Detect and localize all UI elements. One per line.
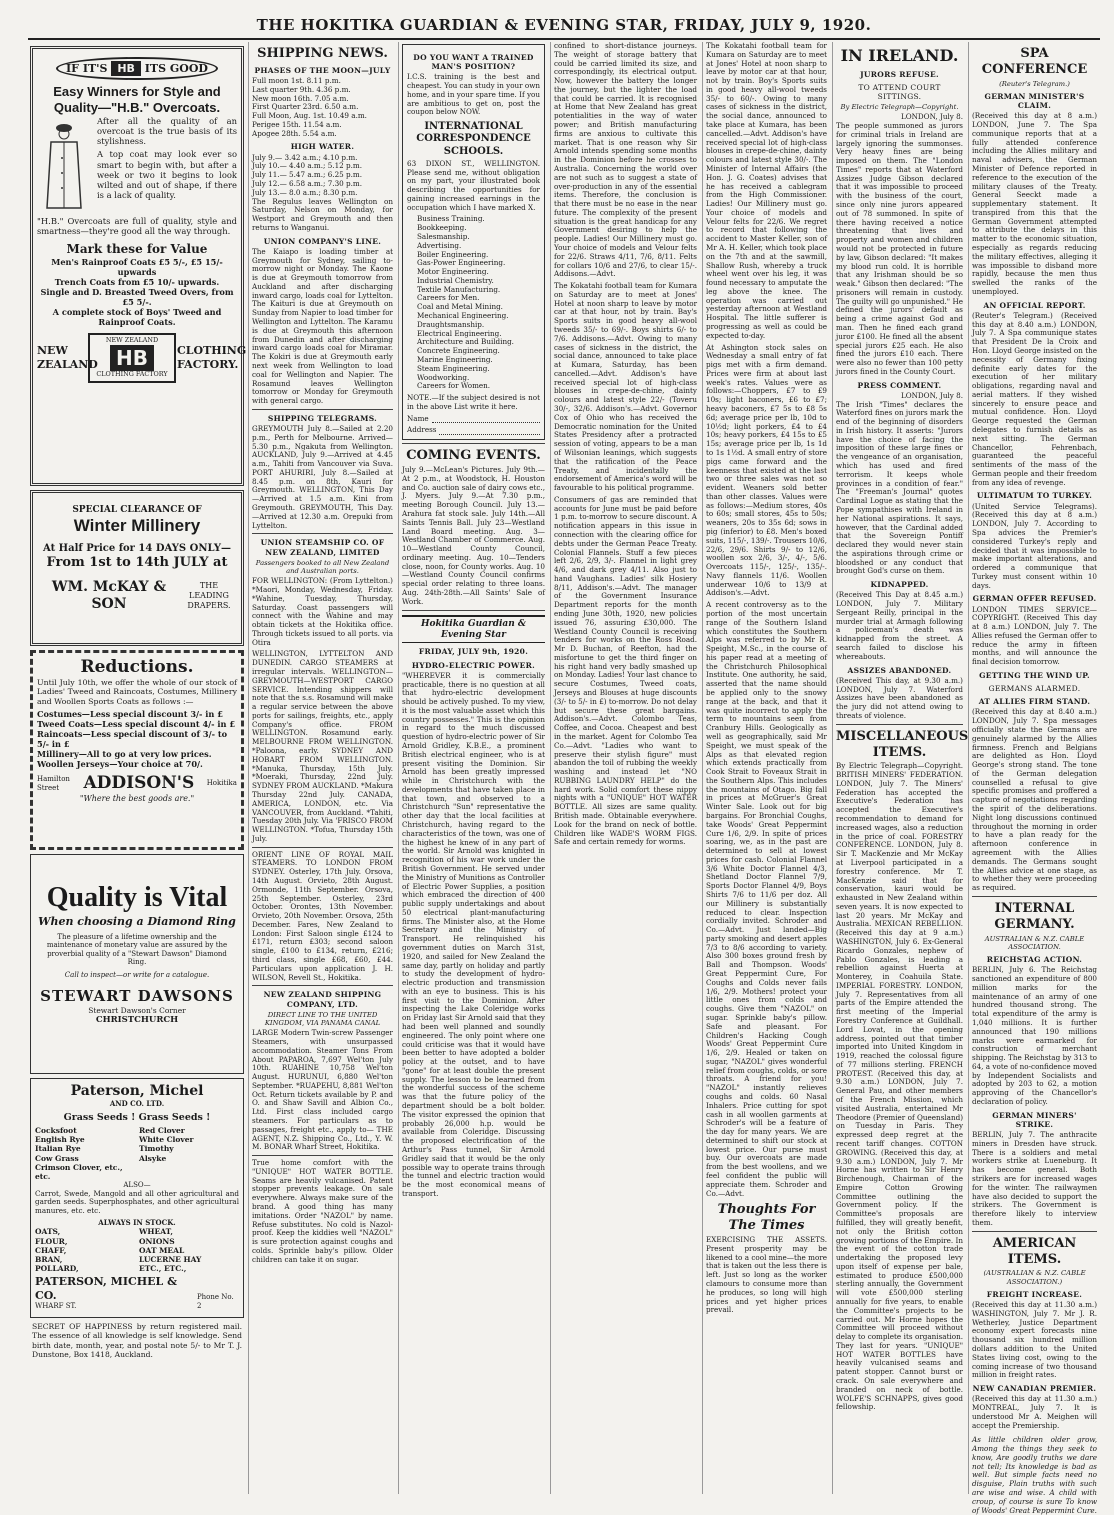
claim-head: GERMAN MINISTER'S CLAIM. (984, 92, 1085, 111)
millinery-firm: WM. McKAY & SON (51, 578, 167, 612)
misc-items-head: MISCELLANEOUS ITEMS. (836, 728, 969, 760)
stock-list-b: WHEAT, ONIONS OAT MEAL LUCERNE HAY ETC., ETC., (139, 1227, 202, 1273)
miners-strike-body: BERLIN, July 7. The anthracite miners in Dresden have struck. There is a soldiers and metal workers strike at Lueneburg. It has become general. Both strikers are for increased wages for the winter. The railwaymen have also decided to support the strikers. The Government is therefore likely to interview them. (972, 1130, 1097, 1227)
misc-items-body: By Electric Telegraph—Copyright. BRITISH MINERS' FEDERATION. LONDON, July 7. The Miners' Federation has accepted the Executive's Federation has accepted the Executive's recommendation to demand for increased wages, also a reduction in the price of coal. FORESTRY CONFERENCE. LONDON, July 8. Sir T. MacKenzie and Mr McKay at Liverpool participated in a forestry conference. Mr T. MacKenzie said that for conservation, kauri would be exhausted in New Zealand within seven years. It is now expected to last 20 years. Mr McKay and Australia. MEXICAN REBELLION. (Received this day at 9 a.m.) WASHINGTON, July 6. Ex-General Ricardo Gonzales, nephew of Pablo Gonzales, is leading a rebellion against Huerta at Monterey, in Coahuila State. IMPERIAL FORESTRY. LONDON, July 7. Representatives from all parts of the Empire attended the first meeting of the Imperial Forestry Conference at Guildhall. Lord Lovat, in the opening address, pointed out that timber imported into United Kingdom in 1919, reached the colossal figure of 77 millions sterling. FRENCH PROTEST. (Received this day, at 9.30 a.m.) LONDON, July 7. General Pau, and other members of the French Mission, which visited Australia, entertained Mr Theodore (Premier of Queensland) on Tuesday in Paris. They expressed deep regret at the recent tariff changes. COTTON GROWING. (Received this day, at 9.30 a.m.) LONDON, July 7. Mr Horne has written to Sir Henry Birchenough, Chairman of the Empire Cotton Growing Committee outlining the Government policy. If the Committee's proposals are fulfilled, they will greatly benefit, not only the British cotton growing portions of the Empire. In the event of the cotton trade undertaking the proposed levy upon itself of expense per bale, estimated to produce £500,000 sterling annually, the Government will vote £500,000 sterling annually for five years, to enable the Committee's projects to be carried out. Mr Horne hopes the Committee will proceed without delay to complete its organisation. They last for years. "UNIQUE" HOT WATER BOTTLES have heavily vulcanised seams and patent stopper. Cannot burst or crack. On sale everywhere and branded on neck of bottle. WOLFE'S SCHNAPPS, gives good fellowship. (836, 761, 963, 1412)
freight-body: (Received this day at 11.30 a.m.) WASHINGTON, July 7. Mr J. R. Wetherley, Justice Department economy expert forecasts nine thousand six hundred million dollars addition to the United States living cost, owing to the coming increase of two thousand million in freight rates. (972, 1300, 1097, 1380)
millinery-ad (30, 490, 244, 646)
jurors-body: The people summoned as jurors for criminal trials in Ireland are largely ignoring the summonses. Very heavy fines are being imposed on them. The "London Times" reports that at Waterford Assizes Judge Gibson declared that it was impossible to proceed with the business of the court, since only nine jurors appeared out of 78 summoned. In spite of there having received a notice threatening that lives and property and women and children would not be protected in future by law, Gibson declared: "It makes my blood run cold. It is horrible that any Irishman should be so weak." Gibson then declared: "The prisoners will remain in custody. The guilty will go unpunished." He defined the jurors' default as being a crime against God and man. Then he fined each grand juror £100. He fined all the absent special jurors £25 each. He also fined the jurors £10 each. There were also no fewer than 100 petty jurors fined in the County Court. (836, 121, 963, 376)
premier-head: NEW CANADIAN PREMIER. (972, 1384, 1097, 1394)
ics-head: DO YOU WANT A TRAINED MAN'S POSITION? (413, 53, 534, 72)
ics-course[interactable]: Electrical Engineering. (417, 328, 502, 338)
ics-course[interactable]: Woodworking. (417, 372, 470, 382)
millinery-line-2: Winter Millinery (73, 515, 201, 535)
ics-body: I.C.S. training is the best and cheapest. You can study in your own home, and in your spare time. If you are ambitious to get on, post the coupon below NOW. (407, 72, 540, 117)
peppermint-verse: As little children older grow, Among the things they seek to know, Are goodly truths we dare not tell; Its knowledge is bad as well. But simple facts need no disguise, Plain truths with such are wise and wise. A child with croup, of course is sure To know of Woods' Great Peppermint Cure. (972, 1435, 1097, 1515)
stewart-call: Call to inspect—or write for a catalogue. (64, 970, 210, 979)
hb-value-4: A complete stock of Boys' Tweed and Rainproof Coats. (52, 306, 222, 327)
nz-right-text: CLOTHING FACTORY. (177, 344, 247, 371)
paterson-also: ALSO— (123, 1181, 151, 1190)
spa-head: SPA CONFERENCE (981, 46, 1088, 77)
hb-value-2: Trench Coats from £5 10/- upwards. (54, 276, 220, 287)
masthead (28, 14, 1100, 40)
seed-list-a: Cocksfoot English Rye Italian Rye Cow Grass Crimson Clover, etc., etc. (35, 1126, 123, 1181)
ireland-head: IN IRELAND. (840, 46, 959, 65)
overcoat-figure-icon (37, 118, 91, 214)
reductions-intro: Until July 10th, we offer the whole of our stock of Ladies' Tweed and Raincoats, Costumes, Millinery and Woollen Sports Coats as follows :— (37, 677, 237, 706)
ics-name-label: Name (407, 413, 429, 423)
stewart-city: CHRISTCHURCH (95, 1014, 179, 1025)
union-line-head: UNION COMPANY'S LINE. (263, 236, 382, 246)
reductions-item-3: Raincoats—Less special discount of 3/- to 5/- in £ (37, 729, 228, 750)
paterson-phone: Phone No. 2 (196, 1293, 234, 1310)
nz-clothing-logo (88, 333, 176, 383)
hb-overcoats-ad (30, 46, 247, 486)
ics-name-field[interactable] (432, 415, 540, 424)
newspaper-title: THE HOKITIKA GUARDIAN & EVENING STAR, FRIDAY, JULY 9, 1920. (256, 16, 872, 34)
ics-course[interactable]: Advertising. (417, 240, 462, 250)
ics-course[interactable]: Draughtsmanship. (417, 319, 485, 329)
local-news-4: The Kokatahi football team for Kumara on Saturday are to meet at Jones' Hotel at noon sharp to leave by motor car at that hour, not by train. Boy's Sports suits in good heavy all-wool tweeds 35/- to 60/-. Owing to many cases of sickness in the district, the social dance, announced to take place at Kumara, has been cancelled.—Advt. Addison's have received special lot of high-class blouses in crepe-de-chine, dainty colours and latest style 30/-. The Minister of Internal Affairs (the Hon. J. G. Coates) advises that he has received a cablegram from the High Commissioner. Ladies! Our Millinery must go. Your choice of models and Velour felts for 22/6. We regret to record that following the accident to Master Keller, son of Mr A. H. Keller, which took place on the 7th and at the sawmill, Shallow Rush, whereby a truck wheel went over his leg, it was found necessary to amputate the leg above the knee. The operation was carried out yesterday afternoon at Westland Hospital. The little sufferer is progressing as well as could be expected to-day. (706, 41, 827, 340)
high-water-line: July 10.— 4.40 a.m.; 5.12 p.m. (252, 161, 362, 171)
local-news-5: At Ashington stock sales on Wednesday a small entry of fat pigs met with a firm demand. Prices were firm at about last week's rates. Values were as follows:—Choppers, £7 to £9 10s; light baconers, £6 to £7; heavy baconers, £7 5s to £8 5s 6d; average price per lb, 10d to 10½d; light porkers, £4 to £4 10s; heavy porkers, £4 15s to £5 15s; average price per lb, 1s 1d to 1s 1½d. A small entry of store pigs came forward and the keenness that existed at the last two or three sales was not so evident. Weaners sold better than other classes. Values were as follows:—Medium stores, 40s to 60s; small stores, 45s to 50s; weaners, 20s to 35s 6d; sows in pig (inferior) to £8. Men's boxed suits, 115/-, 139/-. Trousers 10/6, 22/6, 29/6. Shirts 9/- to 12/6, woollen sox 2/6, 3/-, 4/-, 5/6. Overcoats 115/-, 125/-, 135/-. Navy flannels 11/6. Woollen underwear 10/6 to 13/9 at Addison's.—Advt. (706, 342, 828, 598)
jurors-sub: TO ATTEND COURT SITTINGS. (858, 82, 941, 101)
kidnapped-body: (Received This Day at 8.45 a.m.) LONDON, July 7. Military Sergeant Reilly, principal in the murder trial at Armagh following a policeman's death was kidnapped from the street. A search failed to disclose his whereabouts. (836, 590, 963, 661)
nz-logo-top: NEW ZEALAND (105, 335, 159, 344)
union-steamship-services: WELLINGTON, LYTTELTON AND DUNEDIN. CARGO STEAMERS at irregular intervals. WELLINGTON—GREYMOUTH—WESTPORT CARGO SERVICE. Intending shippers will note that the s.s. Rosamund will make a regular service between the above ports for sailings, freights, etc., apply Company's office. FROM WELLINGTON. Rosamund early. MELBOURNE FROM WELLINGTON. *Paloona, early. SYDNEY AND HOBART FROM WELLINGTON. *Manuka, Thursday, 15th July. *Moeraki, Thursday, 22nd July. SYDNEY FROM AUCKLAND. *Makura Thursday 22nd July. CANADA, AMERICA, LONDON, etc. Via VANCOUVER, from Auckland. *Tahiti, Tuesday 20th July. Via 'FRISCO FROM WELLINGTON. *Tofua, Thursday 15th July. (252, 649, 393, 843)
moon-phase-line: Full Moon, Aug. 1st. 10.49 a.m. (252, 111, 367, 121)
local-news-1: confined to short-distance journeys. The weight of storage battery that could be carried limited its size, and correspondingly, its electrical output. Now, however the battery the longer the journey, but the lighter the load that could be carried. It is recognised at Home that New Zealand has great potentialities in the way of water power; and British manufacturing firms are anxious to cultivate this market. That is one reason why Sir Arnold intends spending some months in the Dominion before he crosses to Australia. Concerning the world over are not such as to suggest a state of over-production in any of the essential items. Therefore, the conclusion is that there must be no ease in the near future. The complexity of the present situation is the great handicap for any Government desiring to help the people. Ladies! Our Millinery must go. Your choice of models and Velour felts for 22/6. Straws 4/11, 7/6, 8/11. Felts for collars 10/6 and 27/6, to clear 15/-. Addisons.—Advt. (554, 41, 697, 279)
stewart-dawson-ad (30, 854, 244, 1074)
addison-address: Hamilton Street (37, 775, 70, 792)
wind-up-head: GETTING THE WIND UP. (979, 671, 1090, 681)
hb-badge (56, 57, 218, 80)
reductions-ad (30, 650, 244, 850)
shipping-telegrams-body: GREYMOUTH July 8.—Sailed at 2.20 p.m., Perth for Melbourne. Arrived—5.30 p.m., Ngakuta from Wellington. AUCKLAND, July 9.—Arrived at 4.45 a.m., Tahiti from Vancouver via Suva. PORT AHURIRI, July 8.—Sailed at 8.45 p.m. on 8th, Kauri for Greymouth. WELLINGTON, This Day—Arrived at 1.5 a.m. Kini from Greymouth. GREYMOUTH, This Day.—Arrived at 12.30 a.m. Orepuki from Lyttelton. (252, 423, 393, 530)
dateline: LONDON, July 8. (900, 390, 963, 400)
union-steamship-head: UNION STEAMSHIP CO. OF NEW ZEALAND, LIMITED (260, 538, 385, 557)
high-water-line: July 11.— 5.47 a.m.; 6.25 p.m. (252, 170, 362, 180)
paterson-stock: ALWAYS IN STOCK. (98, 1217, 176, 1227)
paterson-michel-ad (30, 1078, 244, 1318)
hb-value-head: Mark these for Value (66, 242, 208, 257)
column-spa-conference (968, 42, 1100, 1515)
refused-head: GERMAN OFFER REFUSED. (972, 594, 1097, 604)
thoughts-head: Thoughts For The Times (717, 1202, 816, 1234)
reichstag-head: REICHSTAG ACTION. (986, 955, 1083, 965)
moon-phase-line: Last quarter 9th. 4.36 p.m. (252, 84, 351, 94)
ics-course[interactable]: Salesmanship. (417, 232, 470, 241)
ics-address-field[interactable] (439, 426, 540, 435)
orient-line-ad: ORIENT LINE OF ROYAL MAIL STEAMERS. TO LONDON FROM SYDNEY. Osterley, 17th July. Orsova, 14th August. Orvieto, 28th August. Ormonde, 11th September. Orsova, 25th September. Osterley, 23rd October. Orontes, 13th November. Orvieto, 20th November. Orsova, 25th December. Fares, New Zealand to London: First Saloon single £124 to £171, return £303; second saloon single, £100 to £134, return, £216; third class, single £68, £60, £44. Particulars upon application J. H. WILSON, Revell St., Hokitika. (252, 849, 393, 982)
jurors-head: JURORS REFUSE. (860, 69, 939, 79)
regulus-note: The Regulus leaves Wellington on Saturday, Nelson on Monday, for Westport and Greymouth and then returns to Wanganui. (252, 196, 393, 232)
reductions-head: Reductions. (80, 657, 194, 677)
ics-course[interactable]: Steam Engineering. (417, 363, 490, 373)
high-water-head: HIGH WATER. (290, 142, 355, 152)
nz-logo-bottom: CLOTHING FACTORY (96, 369, 168, 378)
premier-body: (Received this day at 11.30 a.m.) MONTREAL, July 7. It is understood Mr A. Meighen will accept the Premiership. (972, 1394, 1097, 1430)
hb-para-2: A top coat may look ever so smart to begin with, but after a week or two it begins to look wilted and out of shape, if there is a lack of quality. (97, 149, 237, 201)
stewart-body: The pleasure of a lifetime ownership and the maintenance of monetary value are assured by the proverbial quality of a "Stewart Dawson" Diamond Ring. (46, 932, 228, 967)
nz-left-text: NEW ZEALAND (37, 344, 98, 371)
ics-course[interactable]: Bookkeeping. (417, 223, 467, 233)
millinery-line-4: From 1st to 14th JULY at (46, 554, 228, 570)
assizes-body: (Received This day, at 9.30 a.m.) LONDON, July 7. Waterford Assizes have been abandoned as the jury did not attend owing to threats of violence. (836, 675, 963, 720)
unique-bottle-ad: True home comfort with the "UNIQUE" HOT WATER BOTTLE. Seams are heavily vulcanised. Patent stopper prevents leakage. On sale everywhere. Always make sure of the brand. A good thing has many imitations. Order "NAZOL" by name. Refuse substitutes. No cold is Nazol-proof. Keep the kiddies well "NAZOL" is sure protection against coughs and colds. Sprinkle baby's pillow. Older children can take it on sugar. (252, 1158, 393, 1264)
paterson-body: Carrot, Swede, Mangold and all other agricultural and garden seeds. Superphosphates, and other agricultural manures, etc. etc. (35, 1188, 239, 1216)
badge-right-text: ITS GOOD (144, 62, 208, 75)
ics-course[interactable]: Business Training. (417, 214, 485, 224)
high-water-line: July 13.— 8.0 a.m.; 8.30 p.m. (252, 187, 358, 197)
stewart-head: Quality is Vital (46, 882, 228, 913)
paterson-wharf: WHARF ST. (35, 1301, 77, 1310)
ics-coupon-ad (402, 44, 545, 440)
millinery-line-3: At Half Price for 14 DAYS ONLY— (43, 542, 231, 554)
ics-course[interactable]: Marine Engineering. (417, 354, 493, 364)
badge-left-text: IF IT'S (66, 62, 108, 75)
millinery-line-1: SPECIAL CLEARANCE OF (72, 505, 202, 515)
assizes-head: ASSIZES ABANDONED. (847, 665, 952, 675)
moon-phases-head: PHASES OF THE MOON—JULY (254, 65, 391, 75)
stock-list-a: OATS, FLOUR, CHAFF, BRAN, POLLARD, (35, 1227, 79, 1273)
coming-events-body: July 9.—McLean's Pictures. July 9th.—At 2 p.m., at Woodstock, H. Houston and Co. auction sale of dairy cows etc., J. Myers. July 9.—At 7.30 p.m., meeting Borough Council. July 13.—Arahura fat stock sale. July 14th.—All Saints Tennis Ball. July 23—Westland Land Board meeting. Aug. 3—Westland Chamber of Commerce. Aug. 10—Westland County Council, ordinary meeting. Aug. 10—Tenders close, noon, for County works. Aug. 10—Westland County Council confirms special order relating to three loans. Aug. 24th-28th.—All Saints' Sale of Work. (402, 465, 545, 606)
moon-phase-line: Apogee 28th. 5.54 a.m. (252, 128, 337, 138)
paper-date: FRIDAY, JULY 9th, 1920. (418, 647, 529, 657)
hb-value-3: Single and D. Breasted Tweed Overs, from £5 5/-. (40, 286, 234, 307)
nz-shipping-head: NEW ZEALAND SHIPPING COMPANY, LTD. (263, 990, 382, 1009)
dateline: LONDON, July 8. (900, 112, 963, 122)
internal-germany-sub: AUSTRALIAN & N.Z. CABLE ASSOCIATION. (984, 934, 1085, 951)
claim-body: (Received this day at 8 a.m.) LONDON, June 7. The Spa communique reports that at a fully attended conference including the Allies military and naval advisers, the German Minister of Defence reported in reference to the execution of the military clauses of the Treaty. General Seeckt made a supplementary statement. It transpired from this that the German Government attempted to attribute the delays in this matter to the economic situation, especially as regards reducing the military effectives, alleging it was impossible to disband more rapidly, because the men thus swelled the ranks of the unemployed. (972, 111, 1097, 296)
coming-events-head: COMING EVENTS. (406, 448, 541, 464)
ics-address-label: Address (407, 425, 437, 435)
column-local-news-continued (702, 42, 830, 1494)
addison-town: Hokitika (206, 779, 237, 788)
paterson-grass: Grass Seeds ! Grass Seeds ! (63, 1111, 211, 1123)
miners-strike-head: GERMAN MINERS' STRIKE. (992, 1110, 1077, 1129)
alarmed-head: GERMANS ALARMED. (988, 684, 1081, 694)
nz-shipping-body: LARGE Modern Twin-screw Passenger Steamers, with unsurpassed accommodation. Steamer Tons From About PAPAROA, 7,697 Wel'ton July 10th. RUAHINE 10,758 Wel'ton August. HURUNUI, 6,880 Wel'ton September. *RUAPEHU, 8,881 Wel'ton Oct. Return tickets available by P. and O. and Shaw Savill and Albion Co., Ltd. First class included cargo steamers. For particulars as to passages, freight etc., apply to— THE AGENT, N.Z. Shipping Co., Ltd., Y. W. M. BONAR Wharf Street, Hokitika. (252, 1028, 393, 1152)
ics-course[interactable]: Careers for Women. (417, 381, 491, 391)
american-items-sub: (AUSTRALIAN & N.Z. CABLE ASSOCIATION.) (983, 1269, 1086, 1286)
high-water-line: July 12.— 6.58 a.m.; 7.30 p.m. (252, 178, 362, 188)
ics-course[interactable]: Architecture and Building. (417, 337, 514, 347)
hb-value-1: Men's Rainproof Coats £5 5/-, £5 15/- upwards (51, 256, 223, 277)
kidnapped-head: KIDNAPPED. (870, 580, 929, 590)
column-ireland-cables (832, 42, 969, 1494)
nz-hb-mark: HB (110, 345, 154, 371)
internal-germany-head: INTERNAL GERMANY. (994, 900, 1075, 932)
ics-course[interactable]: Motor Engineering. (417, 267, 489, 277)
column-local-news (550, 42, 700, 1494)
column-ics-events-editorial (398, 42, 548, 1494)
secret-of-happiness-ad: SECRET OF HAPPINESS by return registered mail. The essence of all knowledge is self knowledge. Send birth date, month, year, and postal note 5/- to Mr T. J. Dunstone, Box 1418, Auckland. (32, 1322, 242, 1359)
freight-head: FREIGHT INCREASE. (986, 1289, 1083, 1299)
press-comment-body: The Irish "Times" declares the Waterford fines on jurors mark the end of the beginning of disorders in Irish history. It asserts: "Jurors have the choice of facing the imposition of these large fines or the vengeance of an organisation, which has used and fired terrorism. It keeps whole provinces in a condition of fear." The "Freeman's Journal" quotes Cardinal Logue as stating that the Pope sympathises with Ireland in her National aspirations. It says, however, that the Cardinal added that the Sovereign Pontiff declared they would never stain the aspirations through crime or bloodshed or any conduct that brought God's curse on them. (836, 399, 963, 576)
official-report-head: AN OFFICIAL REPORT. (983, 300, 1086, 310)
stewart-sub: When choosing a Diamond Ring (38, 915, 236, 929)
moon-phase-line: Perigee 15th. 11.54 a.m. (252, 119, 342, 129)
seed-list-b: Red Clover White Clover Timothy Alsyke (139, 1126, 194, 1163)
ultimatum-head: ULTIMATUM TO TURKEY. (976, 491, 1093, 501)
ics-course[interactable]: Boiler Engineering. (417, 249, 489, 259)
paterson-foot: PATERSON, MICHEL & CO. (35, 1275, 178, 1302)
ics-address: 63 DIXON ST., WELLINGTON. Please send me, without obligation on my part, your illustrated book describing the opportunities for gaining increased earnings in the occupation which I have marked X. (407, 158, 540, 212)
local-news-3: Consumers of gas are reminded that accounts for June must be paid before 1 p.m. to-morrow to secure discount. A notification appears in this issue in connection with the clearing office for debts under the German Peace Treaty. Colonial Flannels. Stuff a few pieces left 2/6, 2/9, 3/-. Flannel in light grey 4/6, and dark grey 4/11. Also just to hand Vaughans. Ladies' silk Hosiery 8/11, Addison's.—Advt. The manager of the Government Insurance Department reports for the month ending June 30th, 1920, new policies issued 76, assuring £30,000. The Westland County Council is receiving tenders for works on the Ross Road. Mr D. Buchan, of Reefton, had the misfortune to get the third finger on his right hand very badly smashed up on Monday. Ladies! Your last chance to secure Costumes, Tweed coats, Jerseys and Blouses at huge discounts (3/- to 5/- in £) to-morrow. Do not delay but secure these great bargains. Addison's.—Advt. Colombo Teas, Coffee, and Cocoa. Cheapest and best in the market. Agent for Colombo Tea Co.—Advt. "Ladies who want to preserve their stylish figure" must abandon the toil of rubbing the weekly washing and instead let "NO RUBBING LAUNDRY HELP" do the hard work. Solid comfort these nippy nights with a "UNIQUE" HOT WATER BOTTLE. All sizes are same quality. British made. Obtainable everywhere. Look for the brand on neck of bottle. Children like WADE'S WORM FIGS. Safe and certain remedy for worms. (554, 494, 697, 847)
reductions-item-4: Millinery—All to go at very low prices. (37, 749, 212, 760)
reductions-item-2: Tweed Coats—Less special discount 4/- in £ (37, 719, 236, 730)
ics-name: INTERNATIONAL CORRESPONDENCE SCHOOLS. (416, 121, 531, 157)
press-comment-head: PRESS COMMENT. (857, 380, 942, 390)
allies-stand-head: AT ALLIES FIRM STAND. (978, 697, 1091, 707)
millinery-tagline: THE LEADING DRAPERS. (187, 581, 231, 610)
shipping-telegrams-head: SHIPPING TELEGRAMS. (267, 413, 378, 423)
moon-phase-line: Full moon 1st. 8.11 p.m. (252, 76, 341, 85)
stewart-firm: STEWART DAWSONS (40, 987, 234, 1006)
paterson-head: Paterson, Michel (70, 1083, 204, 1099)
thoughts-body: EXERCISING THE ASSETS. Present prosperity may be likened to a cool mine—the more that is taken out the less there is left. Just so long as the worker clamours to consume more than he produces, so long will high prices and yet higher prices prevail. (706, 1235, 827, 1315)
ics-note: NOTE.—If the subject desired is not in the above List write it here. (407, 393, 540, 411)
hb-headline: Easy Winners for Style and Quality—"H.B." Overcoats. (53, 84, 221, 115)
paper-nameplate: Hokitika Guardian & Evening Star (402, 615, 545, 644)
moon-phase-line: New moon 16th. 7.05 a.m. (252, 93, 349, 103)
nz-shipping-sub: DIRECT LINE TO THE UNITED KINGDOM, VIA PANAMA CANAL (264, 1010, 381, 1027)
official-report-body: (Reuter's Telegram.) (Received this day at 8.40 a.m.) LONDON, July 7. A Spa communique states that President De la Croix and Hon. Lloyd George insisted on the necessity of Germany fixing definite early dates for the execution of her military obligations, regarding naval and aerial matters. If they wished sincerely to ensure peace and mutual confidence. Hon. Lloyd George requested the German delegates to furnish details as next sitting. The German Chancellor, Fehrenbach, guaranteed the peaceful sentiments of the mass of the German people and their freedom from any idea of revenge. (972, 310, 1097, 487)
ultimatum-body: (United Service Telegrams). (Received this day at 8 a.m.) LONDON, July 7. According to Spa advices the Premier's considered Turkey's reply and decided that it was impossible to make important alterations, and ordered a communique that Turkey must consent within 10 days. (972, 501, 1097, 590)
paterson-sub: AND CO. LTD. (109, 1099, 165, 1109)
union-line-body: The Kaiapo is loading timber at Greymouth for Sydney, sailing to-morrow night or Monday. The Kaone is due at Greymouth tomorrow from Auckland and after discharging inward cargo, loads coal for Lyttelton. The Kaituri is due at Greymouth on Sunday from Napier to load timber for Wellington and Lyttelton. The Karamu is due at Greymouth this afternoon from Dunedin and after discharging inward cargo loads coal for Miramar. The Kokiri is due at Greymouth early next week from Wellington to load coal for Wellington and Napier. The Rosamund leaves Wellington tomorrow or Monday for Greymouth with general cargo. (252, 246, 393, 406)
hb-logo-mark: HB (111, 61, 141, 76)
column-shipping (248, 42, 396, 1494)
ics-course[interactable]: Mechanical Engineering. (417, 311, 509, 321)
stewart-corner: Stewart Dawson's Corner (88, 1005, 186, 1015)
moon-phase-line: First Quarter 23rd. 6.50 a.m. (252, 102, 359, 112)
reichstag-body: BERLIN, July 6. The Reichstag sanctioned an expenditure of 800 million marks for the maintenance of an army of one hundred thousand strong. The total expenditure of the army is 1,040 millions. It is further announced that 190 millions marks were earmarked for construction of merchant shipping. The Reichstag by 313 to 64, a vote of no-confidence moved by Independent Socialists and adopted by 203 to 62, a motion approving of the Chancellor's declaration of policy. (972, 965, 1097, 1106)
cable-credit: By Electric Telegraph—Copyright. (840, 102, 959, 111)
ics-course[interactable]: Gas-Power Engineering. (417, 258, 506, 268)
addison-slogan: "Where the best goods are." (79, 793, 195, 803)
hb-para-1: After all the quality of an overcoat is the true basis of its stylishness. (97, 115, 237, 147)
allies-stand-body: (Received this day at 8.40 a.m.) LONDON, July 7. Spa messages officially state the Germans are genuinely alarmed by the Allies firmness. French and Belgians are delighted as Hon. Lloyd George's strong stand. The tone of the German delegation counselled a refusal to give specific promises and proffered a capture of negotiations regarding the spirit of the deliberations. Night long discussions continued throughout the morning in order to have a plan ready for the afternoon conference in agreement with the Allies demands. The Germans sought the Allies advice at one stage, as to whether they were proceeding as required. (972, 707, 1097, 893)
refused-body: LONDON TIMES SERVICE—COPYRIGHT. (Received This day at 8 a.m.) LONDON, July 7. The Allies refused the German offer to reduce the army in fifteen months, and will announce the final decision tomorrow. (972, 604, 1097, 667)
union-steamship-sub: Passengers booked to all New Zealand and Australian ports. (255, 558, 390, 575)
ics-course[interactable]: Careers for Men. (417, 293, 480, 303)
reductions-item-5: Woollen Jerseys—Your choice at 70/. (37, 759, 203, 770)
american-items-head: AMERICAN ITEMS. (992, 1235, 1077, 1267)
hydro-electric-body: "WHEREVER it is commercially practicable, there is no question at all that hydro-electric development should be actively pushed. To my view, it is the most valuable asset which this country possesses." This is the opinion in regard to the much discussed question of hydro-electric power of Sir Arnold Gridley, K.B.E., a prominent British electrical engineer, who is at present visiting the Dominion. Sir Arnold has been greatly impressed while in Christchurch with the developments that have taken place in that town, and observed to a Christchurch "Sun" representative the other day that the local facilities at Christchurch, having regard to the characteristics of the town, was one of the highest he knew of in any part of the world. Sir Arnold was knighted in recognition of his war work under the British Government. He served under the Ministry of Munitions as Controller of Electric Power Supplies, a position which embraced the direction of 400 public supply undertakings and about 50 electrical plant-manufacturing firms. The Minister also, at the Home Secretary and the Ministry of Transport. He relinquished his government duties on March 31st, 1920, and sailed for New Zealand the same day, partly on holiday and partly to study the development of hydro-electric production and transmission with an eye to business. This is his first visit to the Dominion. After inspecting the Lake Coleridge works on Friday last Sir Arnold said that they had been well planned and soundly engineered. The only point where one could criticise was that it would have been better to have adopted a bolder policy at the outset, and to have "gone" for at least double the present supply. The lesson to be learned from the wonderful success of the scheme was that the future policy of the department should be a bolt bolder. The visitor expressed the opinion that probably 26,000 h.p. would be available from Coleridge. Discussing the proposed electrification of the Arthur's Pass tunnel, Sir Arnold Gridley said that it would be the only possible way to operate trains through the tunnel and electric traction would be the most economical means of transport. (402, 670, 545, 1198)
ics-course[interactable]: Coal and Metal Mining. (417, 302, 503, 312)
ics-course[interactable]: Industrial Chemistry. (417, 275, 494, 285)
ics-course[interactable]: Concrete Engineering. (417, 346, 500, 356)
local-news-2: The Kokatahi football team for Kumara on Saturday are to meet at Jones' Hotel at noon sharp to leave by motor car at that hour, not by train. Bay's Sports suits in good heavy all-wool tweeds 35/- to 69/-. Boys shirts 6/- to 7/6. Addisons.—Advt. Owing to many cases of sickness in the district, the social dance, announced to take place at Kumara, Saturday, has been cancelled.—Advt. Addison's have received special lot of high-class blouses in crepe-de-chine, dainty colours and latest style 22/- (Toveru 30/-, 32/6. Addison's.—Advt. Governor Cox of Ohio who has received the Democratic nomination for the United States Presidency after a protracted session of voting, appears to be a man of Wilsonian leanings, which suggests that the ratification of the Peace Treaty, and incidentally the endorsement of America's word will be favourable to his political programme. (554, 281, 697, 493)
column-advertisements (28, 42, 246, 1494)
hb-para-3: "H.B." Overcoats are full of quality, style and smartness—they're good all the way through. (37, 215, 237, 236)
reductions-item-1: Costumes—Less special discount 3/- in £ (37, 709, 223, 720)
ics-course[interactable]: Textile Manufacturing. (417, 284, 501, 294)
spa-sub: (Reuter's Telegram.) (999, 79, 1070, 88)
shipping-news-head: SHIPPING NEWS. (257, 46, 388, 61)
high-water-line: July 9.— 3.42 a.m.; 4.10 p.m. (252, 152, 358, 162)
local-news-6: A recent controversy as to the portion of the most uncertain range of the Southern Island which constitutes the Southern Alps was referred to by Mr R. Speight, M.Sc., in the course of his paper read at a meeting of the Christchurch Philosophical Institute. One authority, he said, asserted that the name should be applied only to the snowy range at the back, and that it was quite incorrect to apply the term to mountains seen from Cranbury Hills. Geologically as well as geographically, said Mr Speight, we must speak of the Alps as that elevated region which extends practically from Cook Strait to Foveaux Strait in the Southern Alps. This includes the mountains of Otago. Big fall in prices at McGruer's Great Winter Sale. Look out for big bargains. For Bronchial Coughs, take Woods' Great Peppermint Cure 1/6, 2/9. In spite of prices soaring, we, as in the past are determined to sell at lowest prices for cash. Colonial Flannel 3/6 White Doctor Flannel 4/3, Shetland Doctor Flannel 7/9, Sports Doctor Flannel 4/9, Boys Shirts 7/6 to 11/6 per doz. All our Millinery is substantially reduced to clear. Inspection cordially invited. Schroder and Co.—Advt. Just landed—Big party smoking and desert apples 7/3 to 8/6 according to variety. Also 300 boxes ground fresh by Ball and Thompson. Woods' Great Peppermint Cure, For Coughs and Colds never fails 1/6, 2/9. Mothers! protect your little ones from colds and coughs. Give them "NAZOL" on sugar. Sprinkle baby's pillow. Safe and pleasant. For Children's Hacking Cough Woods' Great Peppermint Cure 1/6, 2/9. Healed or taken on sugar, "NAZOL" gives wonderful relief from coughs, colds, or sore throats. A friend for you! "NAZOL" instantly relieves coughs and colds. 60 Nasal Inhalers. Price cutting for spot cash in all woollen garments at Schroder's will be a feature of the day for many years. We are determined to shift our stock at lowest price. Our purse must buy. Our overcoats are made from the best woollens, and we feel confident the public will appreciate them. Schroder and Co.—Advt. (706, 600, 827, 1198)
hydro-electric-head: HYDRO-ELECTRIC POWER. (411, 660, 536, 670)
union-steamship-body: FOR WELLINGTON: (From Lyttelton.) *Maori, Monday, Wednesday, Friday. *Wahine, Tuesday, Thursday, Saturday. Coast passengers will connect with the Wahine and may obtain tickets at the Hokitika office. Through tickets issued to all ports. via Otira (252, 576, 393, 647)
addison-firm: ADDISON'S (83, 773, 195, 794)
